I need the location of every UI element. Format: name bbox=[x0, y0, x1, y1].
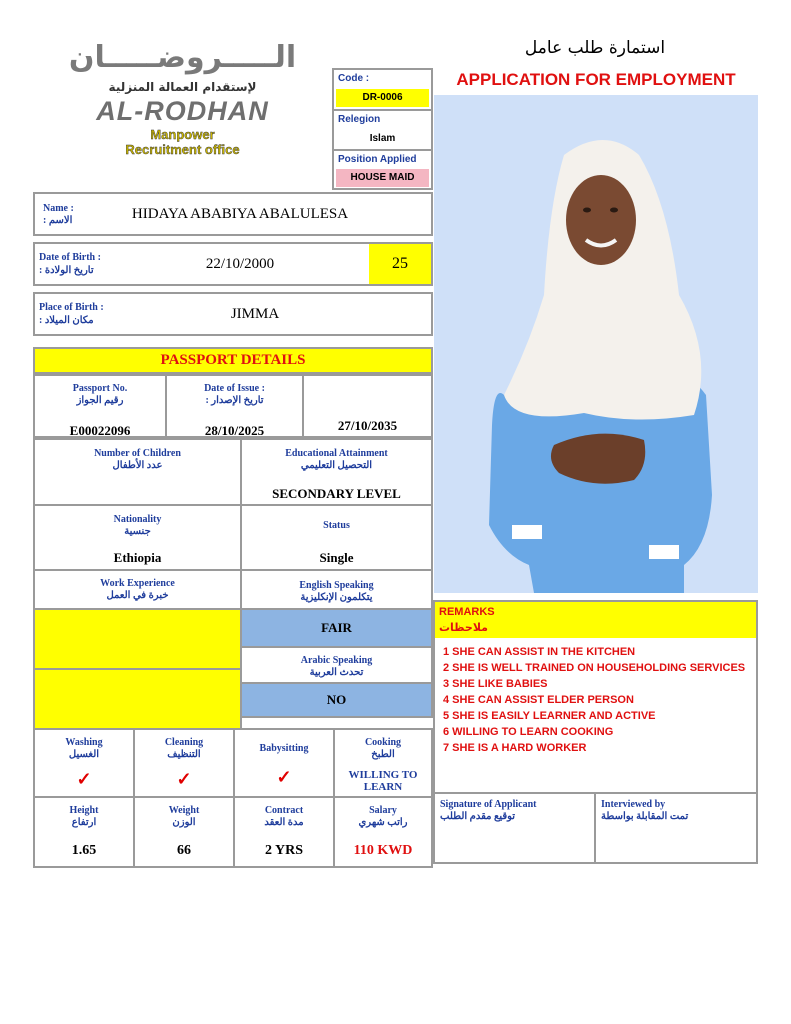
arabic-value: NO bbox=[326, 692, 347, 707]
dob-label-en: Date of Birth : bbox=[39, 252, 101, 263]
passport-issue-value: 28/10/2025 bbox=[204, 423, 265, 438]
dob-value: 22/10/2000 bbox=[205, 256, 275, 272]
remarks-box bbox=[433, 600, 758, 794]
remark-item: 3 SHE LIKE BABIES bbox=[443, 678, 548, 690]
status-value: Single bbox=[319, 550, 354, 565]
applicant-signature-cell bbox=[433, 792, 596, 864]
children-cell bbox=[33, 438, 242, 506]
passport-issue-label-en: Date of Issue : bbox=[204, 383, 265, 394]
remark-item: 7 SHE IS A HARD WORKER bbox=[443, 742, 587, 754]
remark-item: 5 SHE IS EASILY LEARNER AND ACTIVE bbox=[443, 710, 656, 722]
education-cell bbox=[240, 438, 433, 506]
name-row bbox=[33, 192, 433, 236]
education-value: SECONDARY LEVEL bbox=[272, 486, 401, 501]
contract-cell bbox=[233, 796, 335, 868]
english-label-cell bbox=[240, 569, 433, 610]
passport-number-label-ar: رقيم الجواز bbox=[76, 395, 124, 406]
weight-cell bbox=[133, 796, 235, 868]
contract-value: 2 YRS bbox=[265, 843, 303, 858]
arabic-label-ar: تحدث العربية bbox=[309, 667, 364, 678]
contract-label-en: Contract bbox=[264, 805, 304, 816]
passport-number-value: E00022096 bbox=[69, 423, 131, 438]
status-cell bbox=[240, 504, 433, 571]
height-label-ar: ارتفاع bbox=[71, 817, 97, 828]
age-value: 25 bbox=[369, 244, 431, 284]
dob-label-ar: تاريخ الولادة : bbox=[39, 265, 94, 276]
arabic-label-en: Arabic Speaking bbox=[300, 655, 373, 666]
children-label-ar: عدد الأطفال bbox=[112, 460, 163, 471]
pob-value: JIMMA bbox=[230, 306, 280, 322]
washing-cell bbox=[33, 728, 135, 798]
passport-expiry-value: 27/10/2035 bbox=[337, 418, 398, 433]
interviewer-label-ar: تمت المقابلة بواسطة bbox=[601, 811, 689, 822]
salary-cell bbox=[333, 796, 433, 868]
nationality-cell bbox=[33, 504, 242, 571]
logo-line2: Recruitment office bbox=[125, 142, 240, 157]
cooking-value-2: LEARN bbox=[363, 781, 403, 793]
babysitting-label-en: Babysitting bbox=[259, 743, 309, 754]
contract-label-ar: مدة العقد bbox=[264, 817, 304, 828]
status-label-en: Status bbox=[323, 520, 350, 531]
company-logo bbox=[40, 40, 325, 180]
arabic-label-cell bbox=[240, 646, 433, 684]
salary-value: 110 KWD bbox=[353, 843, 413, 858]
passport-issue-cell bbox=[165, 374, 304, 438]
applicant-signature-label-ar: توقيع مقدم الطلب bbox=[440, 811, 516, 822]
weight-label-en: Weight bbox=[168, 805, 200, 816]
religion-label: Relegion bbox=[338, 114, 381, 125]
experience-label-ar: خبرة في العمل bbox=[106, 590, 169, 601]
nationality-value: Ethiopia bbox=[113, 550, 162, 565]
height-value: 1.65 bbox=[71, 843, 97, 858]
experience-label-en: Work Experience bbox=[100, 578, 175, 589]
applicant-photo bbox=[434, 95, 758, 593]
name-value: HIDAYA ABABIYA ABALULESA bbox=[131, 206, 349, 222]
cooking-label-en: Cooking bbox=[364, 737, 402, 748]
title-arabic: استمارة طلب عامل bbox=[524, 38, 666, 58]
pob-row bbox=[33, 292, 433, 336]
logo-line1: Manpower bbox=[150, 127, 215, 142]
salary-label-en: Salary bbox=[369, 805, 397, 816]
pob-label-en: Place of Birth : bbox=[39, 302, 104, 313]
babysitting-check-icon: ✓ bbox=[276, 767, 292, 787]
remarks-header bbox=[435, 602, 756, 638]
cleaning-label-ar: التنظيف bbox=[167, 749, 201, 760]
remarks-list bbox=[443, 644, 755, 756]
english-value-cell bbox=[240, 608, 433, 648]
nationality-label-ar: جنسية bbox=[124, 526, 151, 537]
english-label-ar: يتكلمون الإنكليزية bbox=[300, 592, 373, 603]
passport-number-cell bbox=[33, 374, 167, 438]
name-label-en: Name : bbox=[43, 203, 74, 214]
religion-value: Islam bbox=[369, 133, 396, 144]
position-label: Position Applied bbox=[338, 154, 417, 165]
name-label-ar: الاسم : bbox=[43, 215, 73, 226]
remark-item: 4 SHE CAN ASSIST ELDER PERSON bbox=[443, 694, 634, 706]
remarks-title-en: REMARKS bbox=[439, 606, 495, 618]
logo-english-name: AL-RODHAN bbox=[96, 96, 269, 126]
cooking-value-1: WILLING TO bbox=[348, 769, 418, 781]
dob-row bbox=[33, 242, 433, 286]
passport-expiry-cell bbox=[302, 374, 433, 438]
washing-label-en: Washing bbox=[65, 737, 103, 748]
cooking-cell bbox=[333, 728, 433, 798]
code-value: DR-0006 bbox=[336, 89, 429, 107]
passport-issue-label-ar: تاريخ الإصدار : bbox=[205, 395, 264, 406]
code-label: Code : bbox=[338, 73, 370, 84]
remarks-title-ar: ملاحظات bbox=[439, 621, 488, 634]
logo-arabic-name: الـــــروضـــــان bbox=[68, 40, 297, 75]
cleaning-check-icon: ✓ bbox=[176, 769, 192, 789]
weight-label-ar: الوزن bbox=[172, 817, 196, 828]
washing-label-ar: الغسيل bbox=[68, 749, 100, 760]
remark-item: 2 SHE IS WELL TRAINED ON HOUSEHOLDING SERVICES bbox=[443, 662, 746, 674]
arabic-value-cell bbox=[240, 682, 433, 718]
english-label-en: English Speaking bbox=[299, 580, 374, 591]
pob-label-ar: مكان الميلاد : bbox=[39, 315, 94, 326]
applicant-photo-figure bbox=[434, 95, 758, 593]
title-english: APPLICATION FOR EMPLOYMENT bbox=[456, 70, 736, 89]
applicant-signature-label-en: Signature of Applicant bbox=[440, 799, 537, 810]
weight-value: 66 bbox=[177, 843, 191, 858]
children-label-en: Number of Children bbox=[94, 448, 181, 459]
salary-label-ar: راتب شهري bbox=[358, 817, 408, 828]
washing-check-icon: ✓ bbox=[76, 769, 92, 789]
babysitting-cell bbox=[233, 728, 335, 798]
education-label-ar: التحصيل التعليمي bbox=[300, 460, 373, 471]
education-label-en: Educational Attainment bbox=[285, 448, 388, 459]
cleaning-label-en: Cleaning bbox=[164, 737, 204, 748]
passport-number-label-en: Passport No. bbox=[72, 383, 128, 394]
remark-item: 6 WILLING TO LEARN COOKING bbox=[443, 726, 614, 738]
position-value: HOUSE MAID bbox=[336, 169, 429, 187]
cooking-label-ar: الطبخ bbox=[371, 749, 395, 760]
cleaning-cell bbox=[133, 728, 235, 798]
interviewer-signature-cell bbox=[594, 792, 758, 864]
english-value: FAIR bbox=[321, 620, 352, 635]
code-block bbox=[332, 68, 433, 190]
experience-entry-1 bbox=[33, 608, 242, 670]
experience-entry-2 bbox=[33, 668, 242, 730]
height-label-en: Height bbox=[69, 805, 99, 816]
experience-label-cell bbox=[33, 569, 242, 610]
nationality-label-en: Nationality bbox=[113, 514, 162, 525]
height-cell bbox=[33, 796, 135, 868]
interviewer-label-en: Interviewed by bbox=[601, 799, 666, 810]
logo-arabic-subtitle: لإستقدام العمالة المنزلية bbox=[108, 80, 257, 94]
remark-item: 1 SHE CAN ASSIST IN THE KITCHEN bbox=[443, 646, 636, 658]
passport-header: PASSPORT DETAILS bbox=[33, 347, 433, 374]
